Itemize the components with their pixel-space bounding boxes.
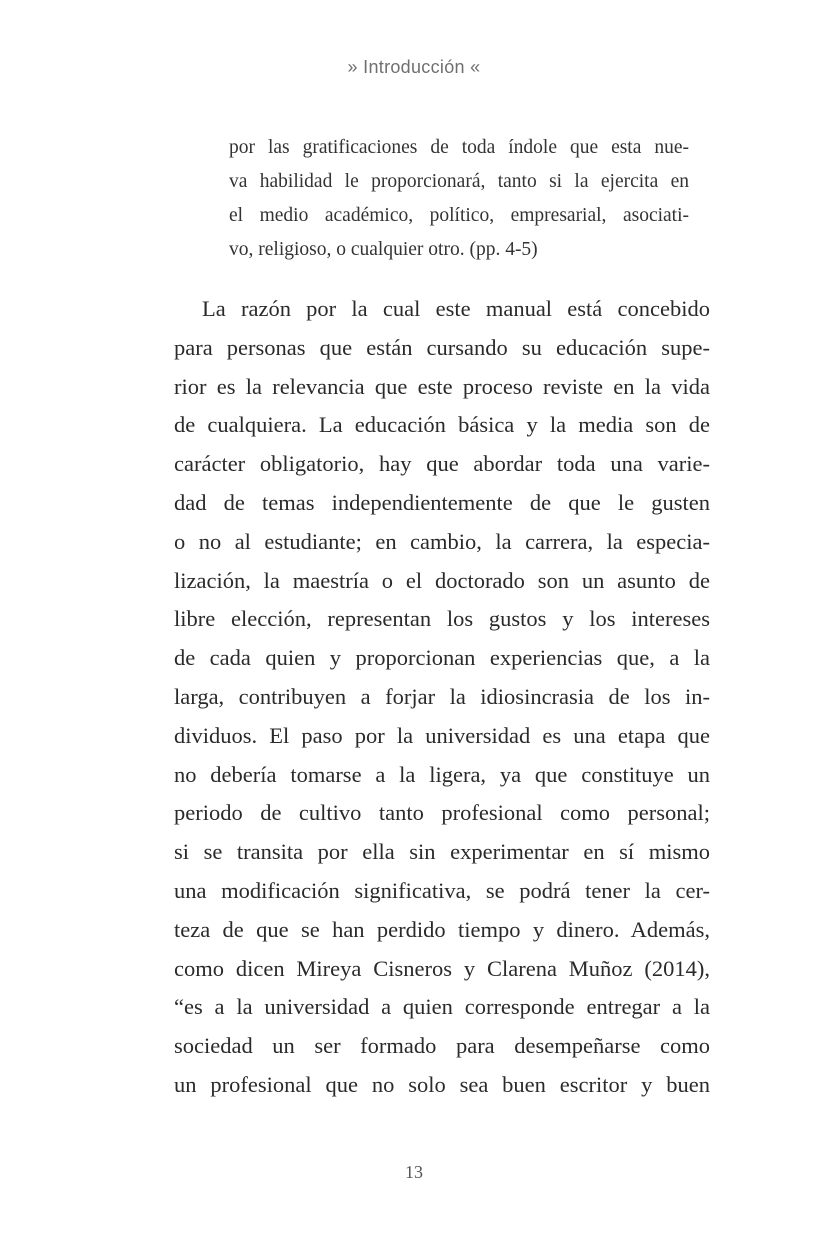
- body-line: o no al estudiante; en cambio, la carrera, la especia-: [174, 528, 710, 554]
- body-line: un profesional que no solo sea buen escritor y buen: [174, 1071, 710, 1097]
- body-line: teza de que se han perdido tiempo y dinero. Además,: [174, 916, 710, 942]
- body-line: una modificación significativa, se podrá tener la cer-: [174, 877, 710, 903]
- body-line: sociedad un ser formado para desempeñarse como: [174, 1033, 710, 1059]
- body-line: dividuos. El paso por la universidad es una etapa que: [174, 722, 710, 748]
- body-line: larga, contribuyen a forjar la idiosincrasia de los in-: [174, 683, 710, 709]
- page-number: 13: [405, 1162, 423, 1182]
- body-line: para personas que están cursando su educación supe-: [174, 334, 710, 360]
- quote-line: va habilidad le proporcionará, tanto si la ejercita en: [229, 171, 689, 192]
- body-line: de cualquiera. La educación básica y la media son de: [174, 412, 710, 438]
- body-line: periodo de cultivo tanto profesional como personal;: [174, 800, 710, 826]
- block-quote: [229, 131, 689, 267]
- body-line: libre elección, representan los gustos y los intereses: [174, 606, 710, 632]
- body-line: dad de temas independientemente de que le gusten: [174, 489, 710, 515]
- running-header: » Introducción «: [347, 57, 481, 77]
- quote-line: vo, religioso, o cualquier otro. (pp. 4-5): [229, 239, 538, 260]
- body-paragraph: [174, 290, 710, 1105]
- body-line: rior es la relevancia que este proceso reviste en la vida: [174, 373, 710, 399]
- quote-line: por las gratificaciones de toda índole que esta nue-: [229, 137, 689, 158]
- body-line: no debería tomarse a la ligera, ya que constituye un: [174, 761, 710, 787]
- body-line: La razón por la cual este manual está concebido: [202, 296, 710, 321]
- body-line: lización, la maestría o el doctorado son un asunto de: [174, 567, 710, 593]
- body-line: de cada quien y proporcionan experiencias que, a la: [174, 645, 710, 671]
- body-line: como dicen Mireya Cisneros y Clarena Muñoz (2014),: [174, 955, 710, 981]
- body-line: si se transita por ella sin experimentar en sí mismo: [174, 839, 710, 865]
- body-line: carácter obligatorio, hay que abordar toda una varie-: [174, 451, 710, 477]
- quote-line: el medio académico, político, empresarial, asociati-: [229, 205, 689, 226]
- body-line: “es a la universidad a quien corresponde entregar a la: [174, 994, 710, 1020]
